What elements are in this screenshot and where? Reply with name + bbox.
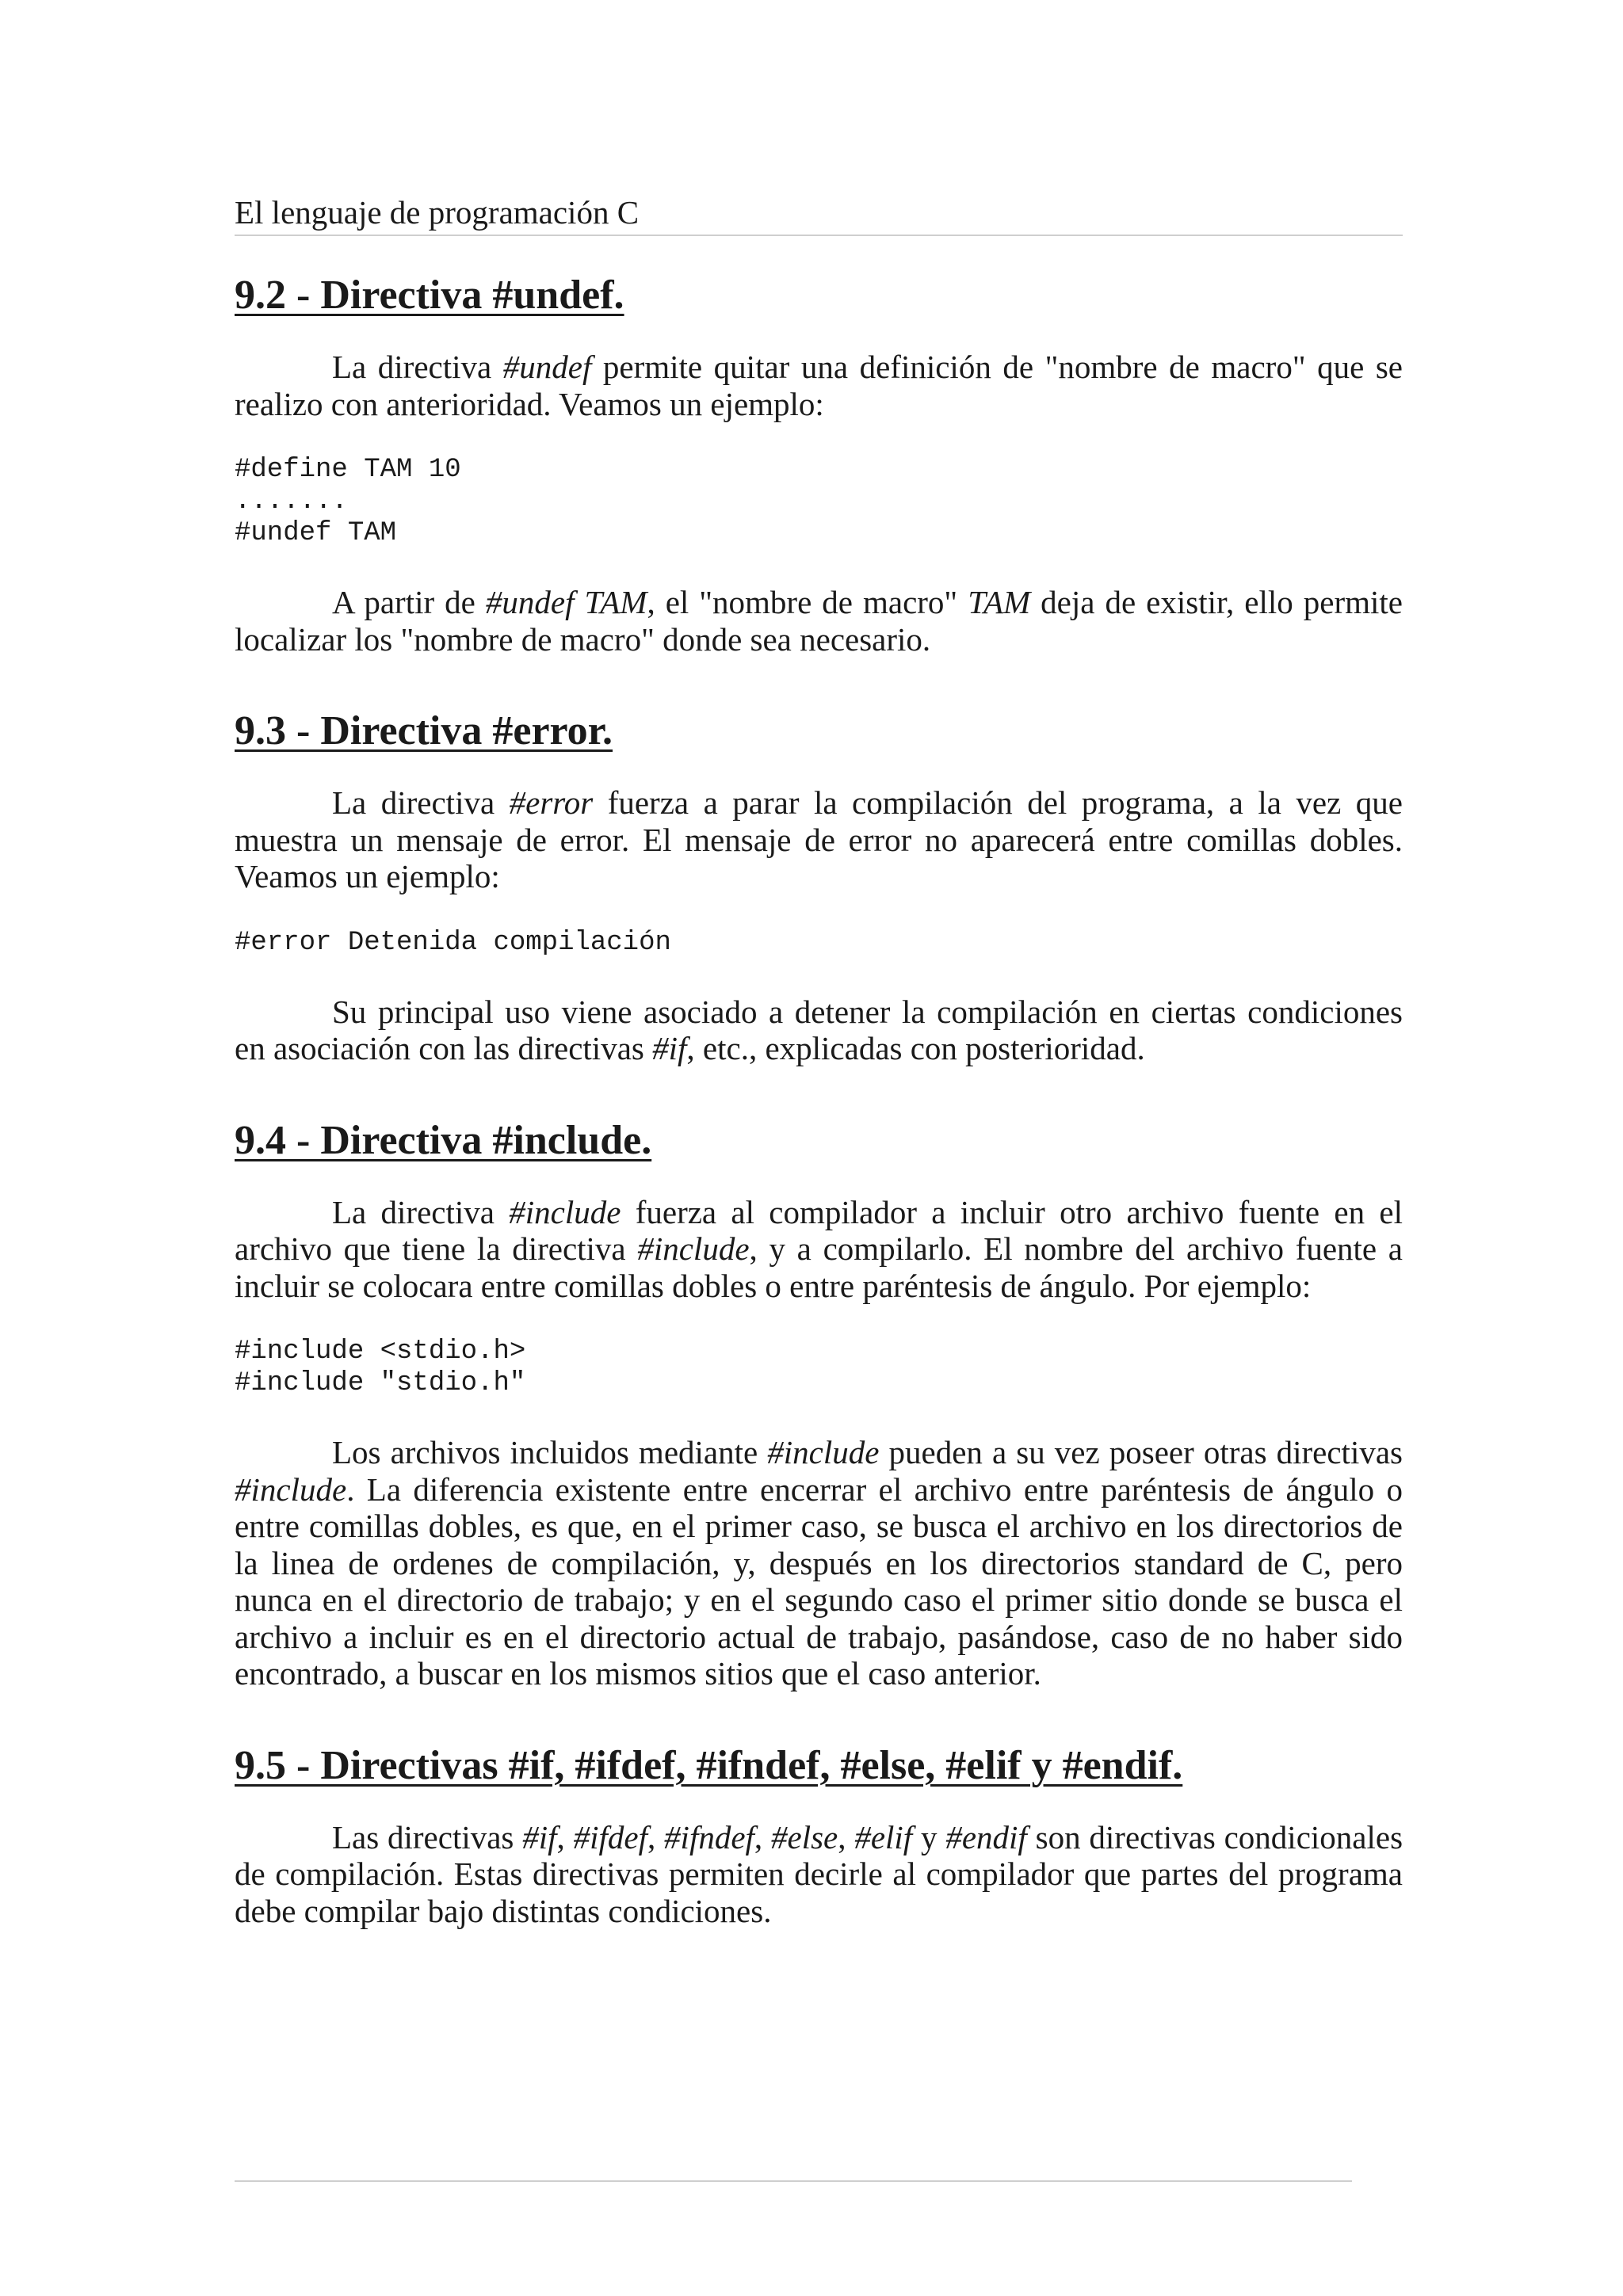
section-heading-9-4: 9.4 - Directiva #include. — [235, 1117, 652, 1163]
code-block: #define TAM 10 ....... #undef TAM — [235, 455, 461, 548]
paragraph: Las directivas #if, #ifdef, #ifndef, #else, #elif y #endif son directivas condicionales de compilación. Estas directivas permiten decirle al compilador que partes del programa debe compilar bajo distintas condiciones. — [235, 1818, 1403, 1929]
code-block: #include <stdio.h> #include "stdio.h" — [235, 1337, 526, 1398]
paragraph: La directiva #error fuerza a parar la compilación del programa, a la vez que muestra un mensaje de error. El mensaje de error no aparecerá entre comillas dobles. Veamos un ejemplo: — [235, 784, 1403, 894]
code-block: #error Detenida compilación — [235, 927, 671, 958]
section-heading-9-3: 9.3 - Directiva #error. — [235, 708, 613, 753]
section-heading-9-2: 9.2 - Directiva #undef. — [235, 273, 624, 318]
paragraph: A partir de #undef TAM, el "nombre de macro" TAM deja de existir, ello permite localizar los "nombre de macro" donde sea necesario. — [235, 584, 1403, 658]
paragraph: La directiva #undef permite quitar una definición de "nombre de macro" que se realizo con anterioridad. Veamos un ejemplo: — [235, 349, 1403, 422]
paragraph: Su principal uso viene asociado a detener la compilación en ciertas condiciones en asociación con las directivas #if, etc., explicadas con posterioridad. — [235, 993, 1403, 1066]
section-heading-9-5: 9.5 - Directivas #if, #ifdef, #ifndef, #else, #elif y #endif. — [235, 1742, 1183, 1788]
page-content — [235, 269, 1403, 1929]
paragraph: La directiva #include fuerza al compilador a incluir otro archivo fuente en el archivo que tiene la directiva #include, y a compilarlo. El nombre del archivo fuente a incluir se colocara entre comillas dobles o entre paréntesis de ángulo. Por ejemplo: — [235, 1193, 1403, 1304]
paragraph: Los archivos incluidos mediante #include pueden a su vez poseer otras directivas #include. La diferencia existente entre encerrar el archivo entre paréntesis de ángulo o entre comillas dobles, es que, en el primer caso, se busca el archivo en los directorios de la linea de ordenes de compilación, y, después en los directorios standard de C, pero nunca en el directorio de trabajo; y en el segundo caso el primer sitio donde se busca el archivo a incluir es en el directorio actual de trabajo, pasándose, caso de no haber sido encontrado, a buscar en los mismos sitios que el caso anterior. — [235, 1434, 1403, 1691]
running-header: El lenguaje de programación C — [235, 192, 1403, 236]
footer-rule — [235, 2180, 1352, 2182]
